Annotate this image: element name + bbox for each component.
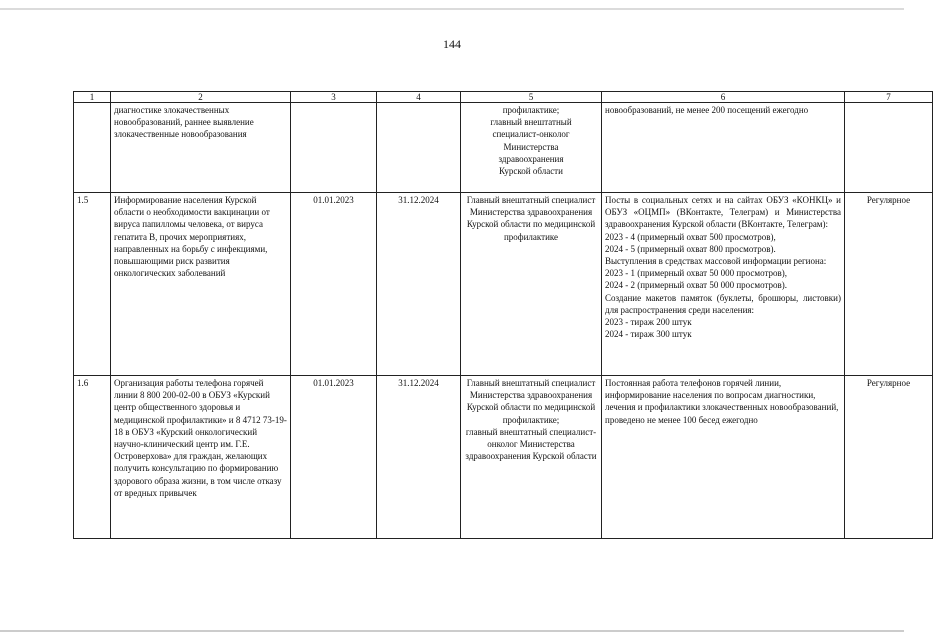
table-row — [74, 103, 933, 193]
result-line: 2023 - 4 (примерный охват 500 просмотров), — [605, 231, 776, 242]
cell-measure: Организация работы телефона горячей линии 8 800 200-02-00 в ОБУЗ «Курский центр общественного здоровья и медицинской профилактики» и 8 4712 73-19-18 в ОБУЗ «Курский онкологический научно-клинический центр им. Г.Е. Островерхова» для граждан, желающих получить консультацию по формированию здорового образа жизни, в том числе отказу от вредных привычек — [111, 376, 291, 539]
cell-end-date: 31.12.2024 — [377, 376, 461, 539]
header-col-1: 1 — [74, 92, 111, 103]
cell-result — [602, 103, 845, 193]
responsible-line: Главный внештатный специалист Министерства здравоохранения Курской области по медицинской профилактике; — [466, 378, 596, 425]
cell-num — [74, 103, 111, 193]
cell-responsible — [461, 103, 602, 193]
result-line: Посты в социальных сетях и на сайтах ОБУЗ «КОНКЦ» и ОБУЗ «ОЦМП» (ВКонтакте, Телеграм) и Министерства здравоохранения Курской области (ВКонтакте, Телеграм): — [605, 195, 841, 230]
responsible-line: главный внештатный — [490, 117, 572, 128]
responsible-line: Курской области — [499, 166, 563, 177]
cell-num: 1.6 — [74, 376, 111, 539]
scan-edge-bottom — [0, 630, 904, 632]
responsible-line: специалист-онколог — [492, 129, 570, 140]
responsible-line: профилактике; — [502, 105, 560, 115]
result-line: 2024 - 2 (примерный охват 50 000 просмотров). — [605, 280, 787, 291]
cell-start-date: 01.01.2023 — [291, 376, 377, 539]
cell-num: 1.5 — [74, 193, 111, 376]
table-header-row — [74, 92, 933, 103]
responsible-line: главный внештатный специалист-онколог Министерства здравоохранения Курской области — [465, 426, 597, 462]
cell-measure: Информирование населения Курской области о необходимости вакцинации от вируса папилломы человека, от вируса гепатита В, прочих мероприятиях, направленных на борьбу с инфекциями, повышающими риск развития онкологических заболеваний — [111, 193, 291, 376]
result-line: Создание макетов памяток (буклеты, брошюры, листовки) для распространения среди населения: — [605, 292, 841, 315]
result-line: 2023 - тираж 200 штук — [605, 317, 692, 328]
result-line: 2023 - 1 (примерный охват 50 000 просмотров), — [605, 268, 787, 279]
cell-end-date: 31.12.2024 — [377, 193, 461, 376]
header-col-7: 7 — [845, 92, 933, 103]
cell-start-date — [291, 103, 377, 193]
scan-edge-top — [0, 8, 904, 10]
cell-periodicity: Регулярное — [845, 376, 933, 539]
cell-measure: диагностике злокачественных новообразований, раннее выявление злокачественные новообразования — [111, 103, 291, 193]
header-col-4: 4 — [377, 92, 461, 103]
result-line: Постоянная работа телефонов горячей линии, информирование населения по вопросам диагностики, лечения и профилактики злокачественных новообразований, проведено не менее 100 бесед ежегодно — [605, 378, 839, 425]
cell-responsible — [461, 376, 602, 539]
cell-start-date: 01.01.2023 — [291, 193, 377, 376]
cell-periodicity — [845, 103, 933, 193]
header-col-3: 3 — [291, 92, 377, 103]
cell-end-date — [377, 103, 461, 193]
page-number: 144 — [443, 37, 461, 51]
header-col-2: 2 — [111, 92, 291, 103]
cell-responsible — [461, 193, 602, 376]
result-line: новообразований, не менее 200 посещений ежегодно — [605, 105, 809, 115]
cell-result — [602, 193, 845, 376]
measures-table — [73, 91, 933, 539]
result-line: 2024 - 5 (примерный охват 800 просмотров). — [605, 243, 776, 254]
result-line: 2024 - тираж 300 штук — [605, 329, 692, 340]
responsible-line: здравоохранения — [498, 153, 564, 164]
header-col-6: 6 — [602, 92, 845, 103]
result-line: Выступления в средствах массовой информации региона: — [605, 256, 827, 267]
header-col-5: 5 — [461, 92, 602, 103]
table-row — [74, 193, 933, 376]
cell-result — [602, 376, 845, 539]
responsible-line: Главный внештатный специалист Министерства здравоохранения Курской области по медицинской профилактике — [466, 195, 596, 242]
cell-periodicity: Регулярное — [845, 193, 933, 376]
responsible-line: Министерства — [503, 141, 559, 152]
table-row — [74, 376, 933, 539]
